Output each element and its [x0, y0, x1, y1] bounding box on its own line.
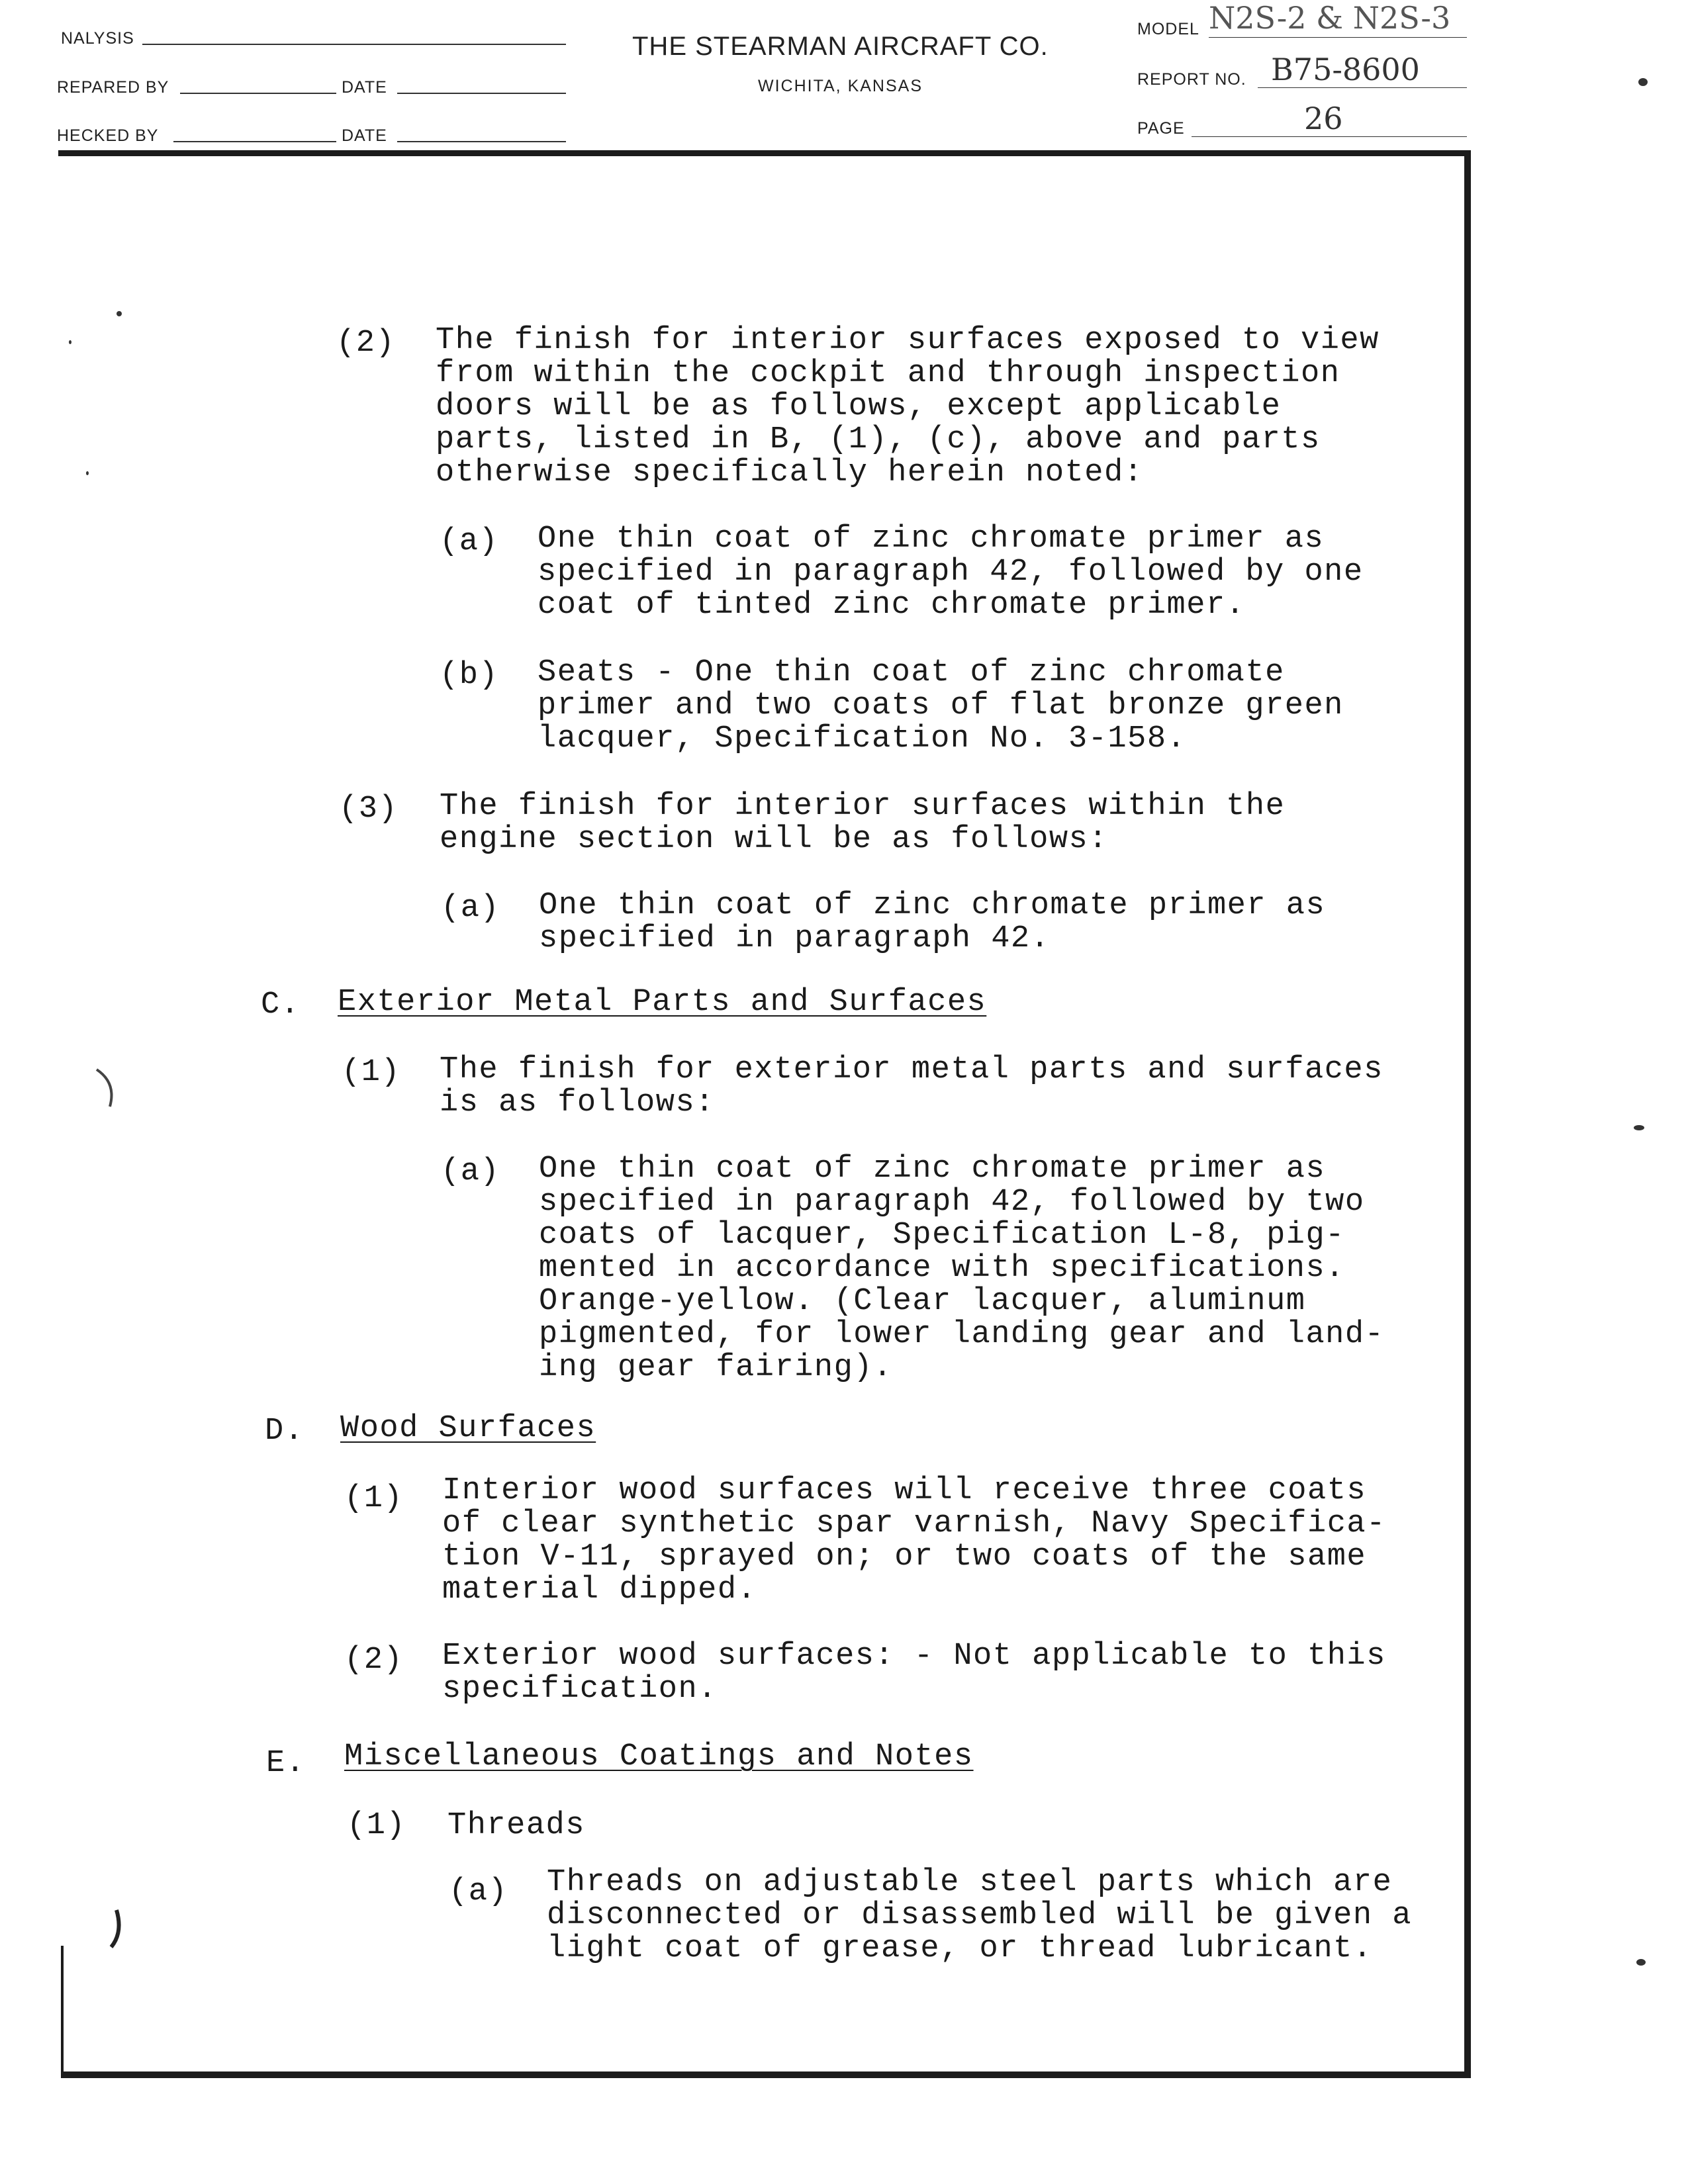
- section-e-letter: E.: [266, 1746, 306, 1781]
- page-line: [1192, 136, 1467, 137]
- item-d2-number: (2): [344, 1643, 404, 1678]
- item-b2-text: [436, 324, 1380, 490]
- item-c1a-text: [539, 1153, 1384, 1385]
- checked-by-line: [173, 141, 336, 142]
- report-line: [1258, 87, 1467, 88]
- frame-bottom-border: [61, 2071, 1471, 2078]
- text-line: tion V-11, sprayed on; or two coats of the same: [442, 1539, 1367, 1574]
- text-line: One thin coat of zinc chromate primer as: [539, 888, 1326, 923]
- company-name: THE STEARMAN AIRCRAFT CO.: [632, 32, 1049, 61]
- text-line: of clear synthetic spar varnish, Navy Specifica-: [442, 1506, 1386, 1541]
- text-line: The finish for exterior metal parts and surfaces: [440, 1052, 1383, 1087]
- item-b3-number: (3): [339, 792, 399, 827]
- text-line: The finish for interior surfaces exposed to view: [436, 323, 1380, 358]
- text-line: engine section will be as follows:: [440, 822, 1108, 857]
- text-line: Exterior wood surfaces: - Not applicable to this: [442, 1639, 1386, 1674]
- section-c-letter: C.: [261, 987, 301, 1023]
- scan-speck: [69, 340, 71, 344]
- text-line: pigmented, for lower landing gear and land-: [539, 1317, 1385, 1352]
- checked-date-line: [397, 141, 566, 142]
- scan-speck: [1636, 1959, 1646, 1966]
- item-c1a-number: (a): [441, 1154, 500, 1189]
- item-b2a-text: [538, 523, 1364, 622]
- scan-speck: [117, 311, 122, 316]
- item-d2-text: [442, 1640, 1386, 1706]
- text-line: mented in accordance with specifications.: [539, 1251, 1345, 1286]
- scan-speck: [86, 471, 89, 475]
- text-line: coats of lacquer, Specification L-8, pig-: [539, 1218, 1345, 1253]
- text-line: Threads: [447, 1808, 585, 1843]
- item-b3-text: [440, 790, 1285, 856]
- text-line: One thin coat of zinc chromate primer as: [538, 522, 1325, 557]
- model-label: MODEL: [1137, 20, 1199, 38]
- scan-speck: [1634, 1125, 1644, 1130]
- report-value: B75-8600: [1271, 52, 1420, 87]
- text-line: otherwise specifically herein noted:: [436, 455, 1144, 490]
- text-line: doors will be as follows, except applicable: [436, 389, 1282, 424]
- text-line: is as follows:: [440, 1085, 715, 1120]
- text-line: specified in paragraph 42, followed by two: [539, 1185, 1365, 1220]
- item-b2a-number: (a): [440, 524, 499, 559]
- text-line: Threads on adjustable steel parts which are: [547, 1865, 1393, 1900]
- item-b3a-number: (a): [441, 891, 500, 926]
- analysis-line: [142, 44, 566, 45]
- item-e1a-text: [547, 1866, 1412, 1966]
- frame-right-border: [1464, 150, 1471, 2077]
- item-b2b-text: [538, 657, 1344, 756]
- text-line: specified in paragraph 42.: [539, 921, 1051, 956]
- page-value: 26: [1304, 101, 1343, 136]
- model-line: [1209, 37, 1467, 38]
- section-d-letter: D.: [265, 1414, 305, 1449]
- company-city: WICHITA, KANSAS: [758, 77, 923, 95]
- frame-top-border: [58, 150, 1471, 156]
- text-line: Orange-yellow. (Clear lacquer, aluminum: [539, 1284, 1306, 1319]
- text-line: from within the cockpit and through inspection: [436, 356, 1340, 391]
- item-b2b-number: (b): [440, 658, 499, 693]
- text-line: primer and two coats of flat bronze green: [538, 688, 1344, 723]
- text-line: ing gear fairing).: [539, 1350, 893, 1385]
- text-line: specified in paragraph 42, followed by one: [538, 555, 1364, 590]
- item-e1a-number: (a): [449, 1874, 508, 1909]
- report-label: REPORT NO.: [1137, 70, 1246, 89]
- item-d1-number: (1): [344, 1481, 404, 1516]
- scan-speck: [1638, 78, 1648, 86]
- prepared-by-line: [180, 93, 336, 94]
- text-line: The finish for interior surfaces within the: [440, 789, 1286, 824]
- text-line: coat of tinted zinc chromate primer.: [538, 588, 1246, 623]
- item-c1-text: [440, 1054, 1383, 1120]
- item-d1-text: [442, 1475, 1386, 1607]
- item-e1-text: [447, 1809, 585, 1843]
- model-value: N2S-2 & N2S-3: [1209, 0, 1451, 36]
- analysis-label: NALYSIS: [61, 29, 134, 48]
- item-c1-number: (1): [342, 1055, 401, 1090]
- text-line: Seats - One thin coat of zinc chromate: [538, 655, 1285, 690]
- text-line: material dipped.: [442, 1572, 757, 1608]
- item-b3a-text: [539, 889, 1325, 956]
- punch-hole-mark: [99, 1906, 132, 1952]
- item-b2-number: (2): [336, 326, 396, 361]
- text-line: disconnected or disassembled will be given a: [547, 1898, 1413, 1933]
- prepared-date-label: DATE: [342, 78, 387, 97]
- text-line: lacquer, Specification No. 3-158.: [538, 721, 1187, 756]
- frame-left-border: [61, 1946, 64, 2078]
- punch-hole-mark: [93, 1066, 126, 1112]
- checked-by-label: HECKED BY: [57, 126, 159, 145]
- text-line: Interior wood surfaces will receive three coats: [442, 1473, 1367, 1508]
- text-line: light coat of grease, or thread lubricant.: [547, 1931, 1373, 1966]
- prepared-date-line: [397, 93, 566, 94]
- text-line: One thin coat of zinc chromate primer as: [539, 1152, 1326, 1187]
- item-e1-number: (1): [347, 1808, 406, 1843]
- text-line: parts, listed in B, (1), (c), above and parts: [436, 422, 1321, 457]
- text-line: specification.: [442, 1672, 718, 1707]
- section-c-heading: Exterior Metal Parts and Surfaces: [338, 985, 987, 1020]
- section-d-heading: Wood Surfaces: [340, 1411, 596, 1446]
- checked-date-label: DATE: [342, 126, 387, 145]
- section-e-heading: Miscellaneous Coatings and Notes: [344, 1739, 974, 1774]
- prepared-by-label: REPARED BY: [57, 78, 169, 97]
- page-label: PAGE: [1137, 119, 1185, 138]
